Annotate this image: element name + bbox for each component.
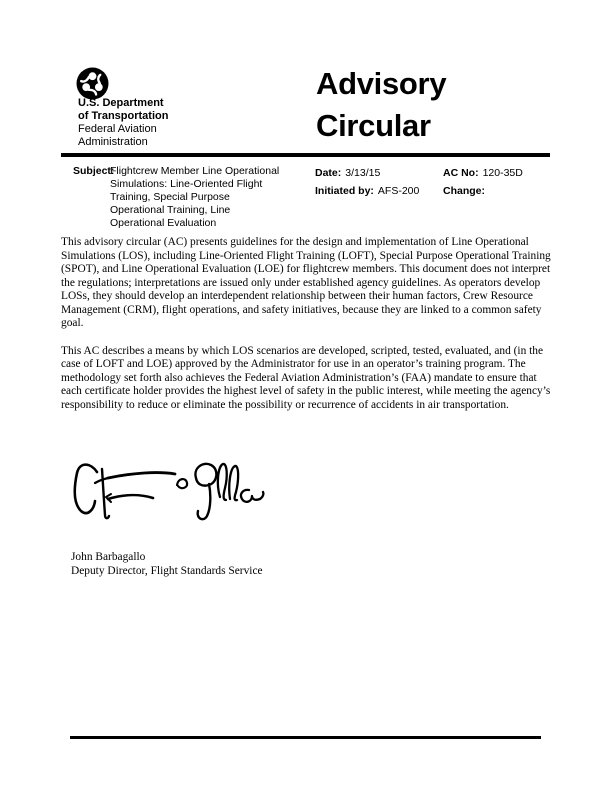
ac-no-label: AC No: — [443, 167, 479, 179]
ac-number-column — [443, 165, 523, 200]
handwritten-signature-icon — [62, 456, 267, 534]
header-divider-rule — [61, 153, 550, 157]
subject-line: Training, Special Purpose — [110, 191, 230, 203]
change-row — [443, 183, 523, 201]
signer-name: John Barbagallo — [71, 551, 146, 563]
initiated-by-label: Initiated by: — [315, 184, 374, 197]
body-text — [61, 236, 554, 412]
date-column — [315, 165, 419, 200]
document-title-line2: Circular — [316, 108, 431, 143]
agency-line1: Federal Aviation — [78, 123, 157, 135]
department-line1: U.S. Department — [78, 97, 164, 109]
document-title-line1: Advisory — [316, 66, 447, 101]
ac-no-row — [443, 165, 523, 183]
dot-triskelion-logo-icon — [76, 67, 109, 100]
body-paragraph-2: This AC describes a means by which LOS scenarios are developed, scripted, tested, evaluated, and (in the case of LOFT and LOE) approved by the Administrator for use in an operator’s training program. The methodology set forth also achieves the Federal Aviation Administration’s (FAA) mandate to ensure that each certificate holder provides the highest level of safety in the public interest, while meeting the agency’s responsibility to reduce or eliminate the possibility or recurrence of accidents in air transportation. — [61, 344, 551, 411]
department-line2: of Transportation — [78, 110, 169, 122]
subject-label: Subject: — [73, 165, 115, 177]
subject-line: Operational Training, Line — [110, 204, 231, 216]
subject-line: Simulations: Line-Oriented Flight — [110, 178, 263, 190]
signer-block — [71, 550, 263, 578]
initiated-by-value: AFS-200 — [377, 184, 420, 197]
document-title — [316, 63, 446, 147]
footer-rule — [70, 736, 541, 739]
date-label: Date: — [315, 167, 342, 179]
subject-value — [110, 165, 322, 230]
body-paragraph-1: This advisory circular (AC) presents guidelines for the design and implementation of Line Operational Simulations (LOS), including Line-Oriented Flight Training (LOFT), Special Purpose Operational Training (SPOT), and Line Operational Evaluation (LOE) for flightcrew members. This document does not interpret the regulations; interpretations are issued only under established agency guidelines. As operators develop LOSs, they should develop an interdependent relationship between their human factors, Crew Resource Management (CRM), flight operations, and safety initiatives, because they are linked to a common safety goal. — [61, 236, 551, 329]
subject-line: Operational Evaluation — [110, 217, 217, 229]
agency-block — [78, 97, 168, 149]
initiated-by-row — [315, 183, 419, 201]
signer-title: Deputy Director, Flight Standards Service — [71, 565, 263, 577]
ac-no-value: 120-35D — [482, 167, 523, 179]
change-label: Change: — [443, 184, 485, 197]
date-row — [315, 165, 419, 183]
subject-line: Flightcrew Member Line Operational — [110, 165, 280, 177]
date-value: 3/13/15 — [345, 167, 381, 179]
agency-line2: Administration — [78, 136, 148, 148]
